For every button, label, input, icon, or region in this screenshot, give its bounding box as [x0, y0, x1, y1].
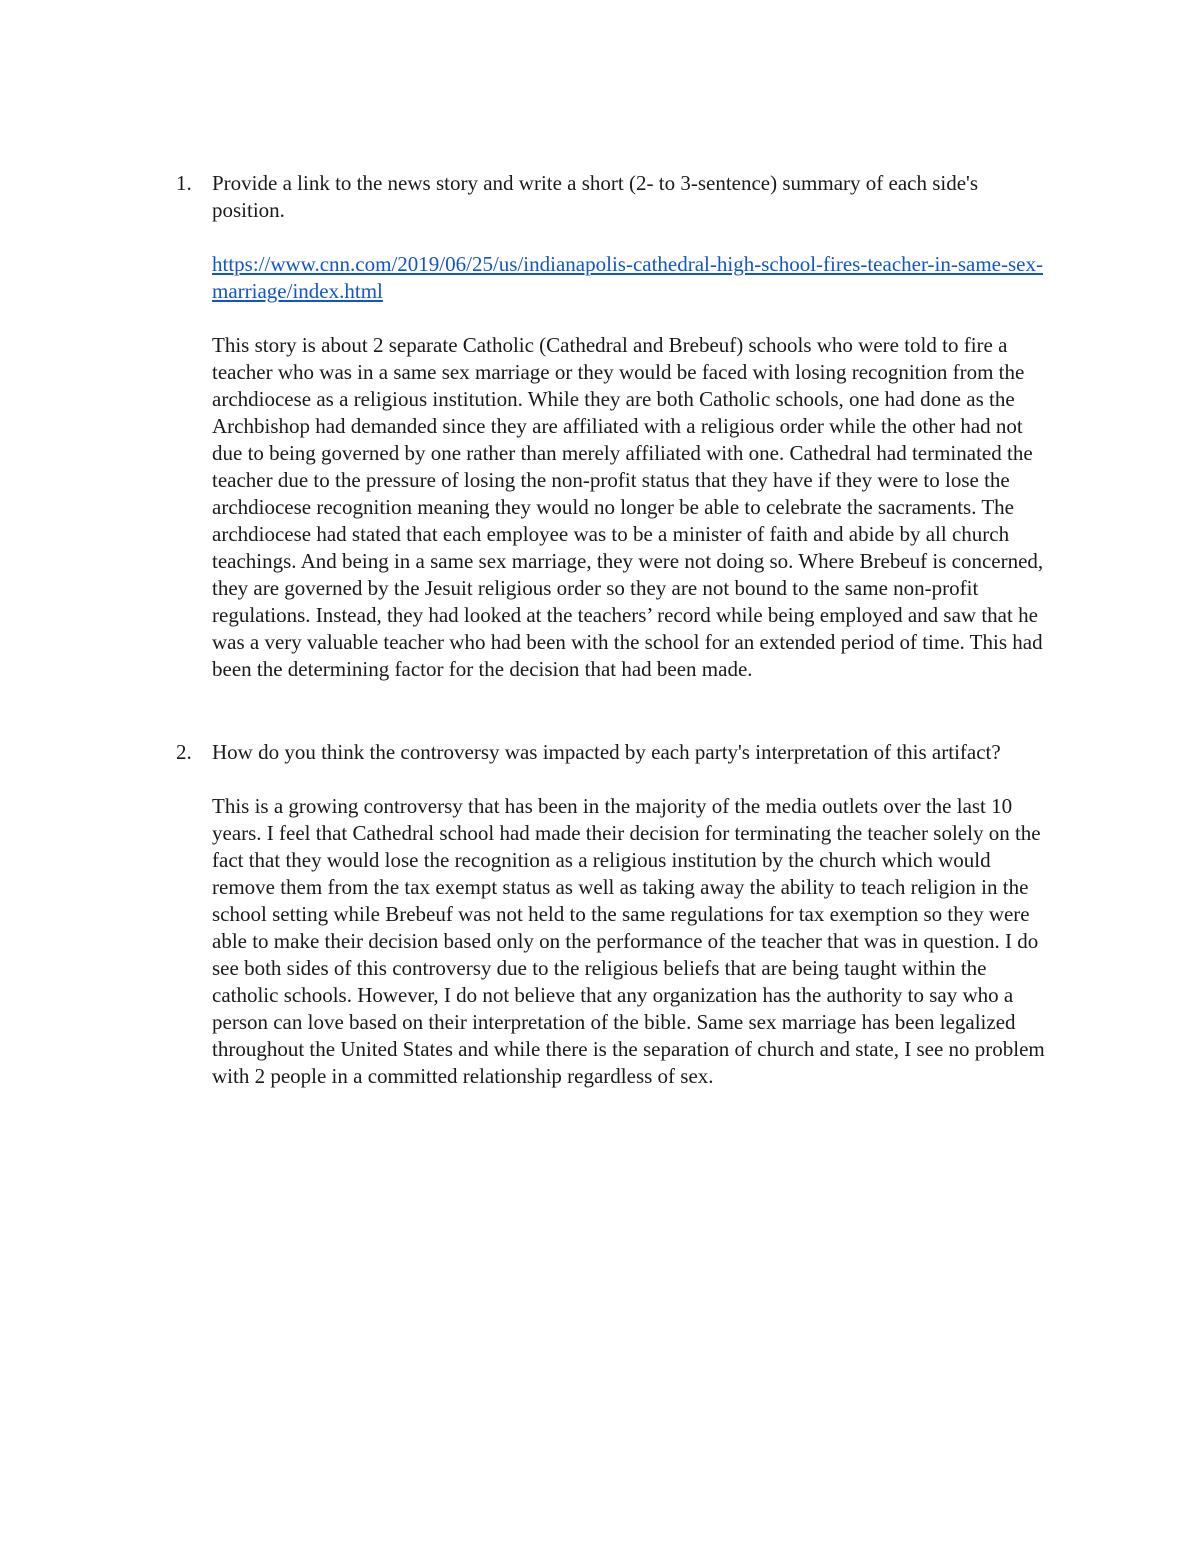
question-text: Provide a link to the news story and write a short (2- to 3-sentence) summary of each side's position.	[212, 171, 978, 222]
list-item-2	[176, 739, 1056, 1090]
list-number: 2.	[176, 740, 192, 764]
news-story-link[interactable]: https://www.cnn.com/2019/06/25/us/indianapolis-cathedral-high-school-fires-teacher-in-same-sex-marriage/index.html	[212, 252, 1043, 303]
answer-text: This is a growing controversy that has been in the majority of the media outlets over the last 10 years. I feel that Cathedral school had made their decision for terminating the teacher solely on the fact that they would lose the recognition as a religious institution by the church which would remove them from the tax exempt status as well as taking away the ability to teach religion in the school setting while Brebeuf was not held to the same regulations for tax exemption so they were able to make their decision based only on the performance of the teacher that was in question. I do see both sides of this controversy due to the religious beliefs that are being taught within the catholic schools. However, I do not believe that any organization has the authority to say who a person can love based on their interpretation of the bible. Same sex marriage has been legalized throughout the United States and while there is the separation of church and state, I see no problem with 2 people in a committed relationship regardless of sex.	[212, 794, 1045, 1088]
answer-text: This story is about 2 separate Catholic (Cathedral and Brebeuf) schools who were told to fire a teacher who was in a same sex marriage or they would be faced with losing recognition from the archdiocese as a religious institution. While they are both Catholic schools, one had done as the Archbishop had demanded since they are affiliated with a religious order while the other had not due to being governed by one rather than merely affiliated with one. Cathedral had terminated the teacher due to the pressure of losing the non-profit status that they have if they were to lose the archdiocese recognition meaning they would no longer be able to celebrate the sacraments. The archdiocese had stated that each employee was to be a minister of faith and abide by all church teachings. And being in a same sex marriage, they were not doing so. Where Brebeuf is concerned, they are governed by the Jesuit religious order so they are not bound to the same non-profit regulations. Instead, they had looked at the teachers’ record while being employed and saw that he was a very valuable teacher who had been with the school for an extended period of time. This had been the determining factor for the decision that had been made.	[212, 333, 1044, 681]
list-item-1	[176, 170, 1056, 683]
list-item-body	[212, 170, 1054, 683]
question-text: How do you think the controversy was impacted by each party's interpretation of this artifact?	[212, 740, 1001, 764]
list-item-body	[212, 739, 1054, 1090]
list-number: 1.	[176, 171, 192, 195]
